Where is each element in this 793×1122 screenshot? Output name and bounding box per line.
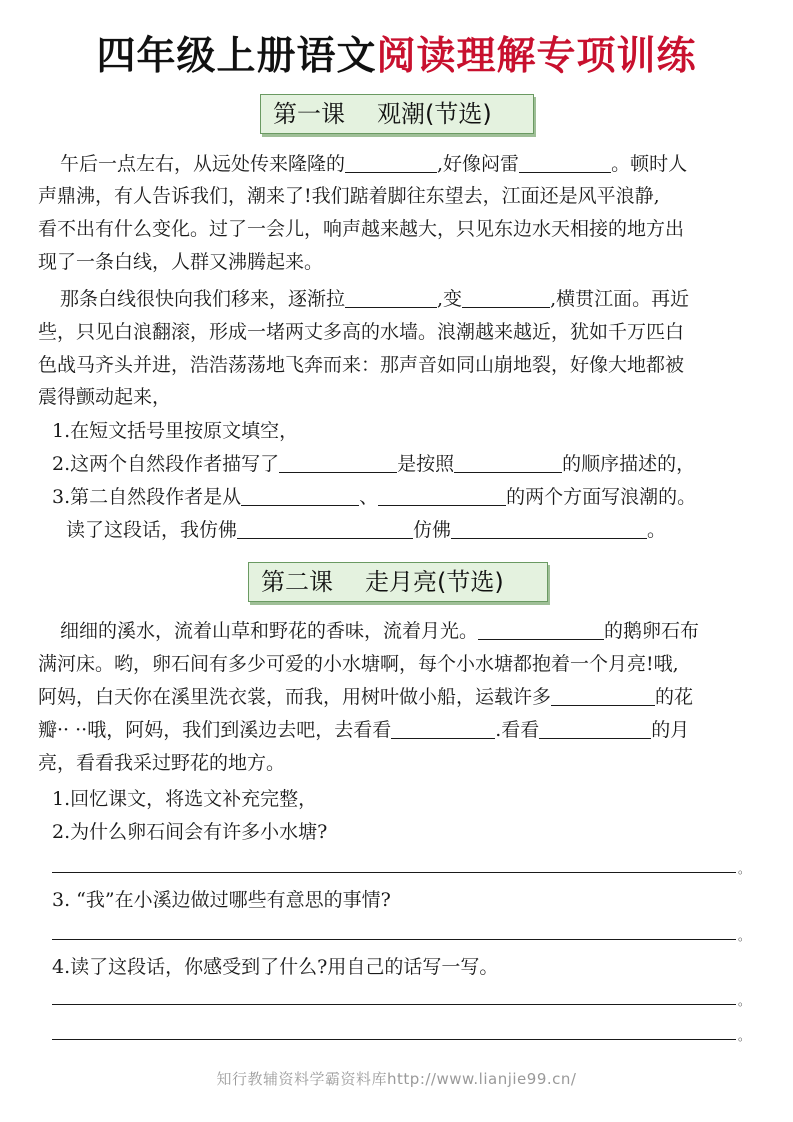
lesson1-number: 第一课	[273, 100, 345, 128]
fill-blank[interactable]	[454, 451, 562, 473]
lesson2-p1-line5: 亮，看看我采过野花的地方。	[38, 752, 286, 774]
answer-line[interactable]	[52, 1039, 736, 1040]
fill-blank[interactable]	[345, 151, 437, 173]
lesson2-p1-line3: 阿妈，白天你在溪里洗衣裳，而我，用树叶做小船，运载许多 的花	[38, 686, 694, 708]
lesson1-p2-line2: 些，只见白浪翻滚，形成一堵两丈多高的水墙。浪潮越来越近，犹如千万匹白	[38, 321, 685, 343]
lesson2-p1-line1: 细细的溪水，流着山草和野花的香味，流着月光。 的鹅卵石布	[60, 620, 700, 642]
answer-end-mark: 。	[738, 862, 751, 876]
lesson2-heading	[248, 562, 548, 602]
answer-line[interactable]	[52, 872, 736, 873]
lesson1-p1-line1: 午后一点左右，从远处传来隆隆的 ,好像闷雷 。顿时人	[60, 153, 688, 175]
fill-blank[interactable]	[378, 484, 506, 506]
lesson2-question3: 3. “我”在小溪边做过哪些有意思的事情?	[52, 889, 391, 911]
lesson1-p1-line2: 声鼎沸，有人告诉我们，潮来了!我们踮着脚往东望去，江面还是风平浪静,	[38, 185, 660, 207]
lesson2-question1: 1.回忆课文，将选文补充完整，	[52, 788, 318, 810]
fill-blank[interactable]	[241, 484, 359, 506]
lesson2-question4: 4.读了这段话，你感受到了什么?用自己的话写一写。	[52, 956, 499, 978]
fill-blank[interactable]	[451, 517, 647, 539]
lesson1-p2-line4: 震得颤动起来，	[38, 386, 172, 408]
page-title	[0, 34, 793, 80]
lesson2-question2: 2.为什么卵石间会有许多小水塘?	[52, 821, 328, 843]
lesson1-question2: 2.这两个自然段作者描写了 是按照 的顺序描述的，	[52, 453, 696, 475]
lesson1-heading	[260, 94, 534, 134]
fill-blank[interactable]	[478, 618, 604, 640]
fill-blank[interactable]	[391, 717, 495, 739]
lesson1-p1-line4: 现了一条白线，人群又沸腾起来。	[38, 251, 324, 273]
lesson1-name: 观潮(节选)	[377, 100, 492, 128]
lesson2-p1-line4: 瓣·· ··哦，阿妈，我们到溪边去吧，去看看 .看看 的月	[38, 719, 690, 741]
answer-line[interactable]	[52, 1004, 736, 1005]
fill-blank[interactable]	[345, 286, 437, 308]
lesson1-question1: 1.在短文括号里按原文填空，	[52, 420, 299, 442]
lesson1-p1-line3: 看不出有什么变化。过了一会儿，响声越来越大，只见东边水天相接的地方出	[38, 218, 685, 240]
page-title-grade: 四年级上册语文	[96, 34, 377, 79]
answer-end-mark: 。	[738, 994, 751, 1008]
fill-blank[interactable]	[539, 717, 651, 739]
fill-blank[interactable]	[279, 451, 397, 473]
lesson1-p2-line3: 色战马齐头并进，浩浩荡荡地飞奔而来：那声音如同山崩地裂，好像大地都被	[38, 354, 685, 376]
lesson1-p2-line1: 那条白线很快向我们移来，逐渐拉 ,变 ,横贯江面。再近	[60, 288, 690, 310]
page-title-topic: 阅读理解专项训练	[376, 34, 697, 79]
answer-line[interactable]	[52, 939, 736, 940]
lesson2-p1-line2: 满河床。哟，卵石间有多少可爱的小水塘啊，每个小水塘都抱着一个月亮!哦,	[38, 653, 679, 675]
fill-blank[interactable]	[462, 286, 550, 308]
lesson1-question4: 读了这段话，我仿佛 仿佛 。	[66, 519, 667, 541]
answer-end-mark: 。	[738, 1029, 751, 1043]
fill-blank[interactable]	[551, 684, 655, 706]
lesson2-name: 走月亮(节选)	[365, 568, 504, 596]
lesson1-question3: 3.第二自然段作者是从 、 的两个方面写浪潮的。	[52, 486, 697, 508]
answer-end-mark: 。	[738, 929, 751, 943]
fill-blank[interactable]	[237, 517, 413, 539]
fill-blank[interactable]	[519, 151, 611, 173]
lesson2-number: 第二课	[261, 568, 333, 596]
footer-watermark: 知行教辅资料学霸资料库http://www.lianjie99.cn/	[216, 1070, 577, 1088]
